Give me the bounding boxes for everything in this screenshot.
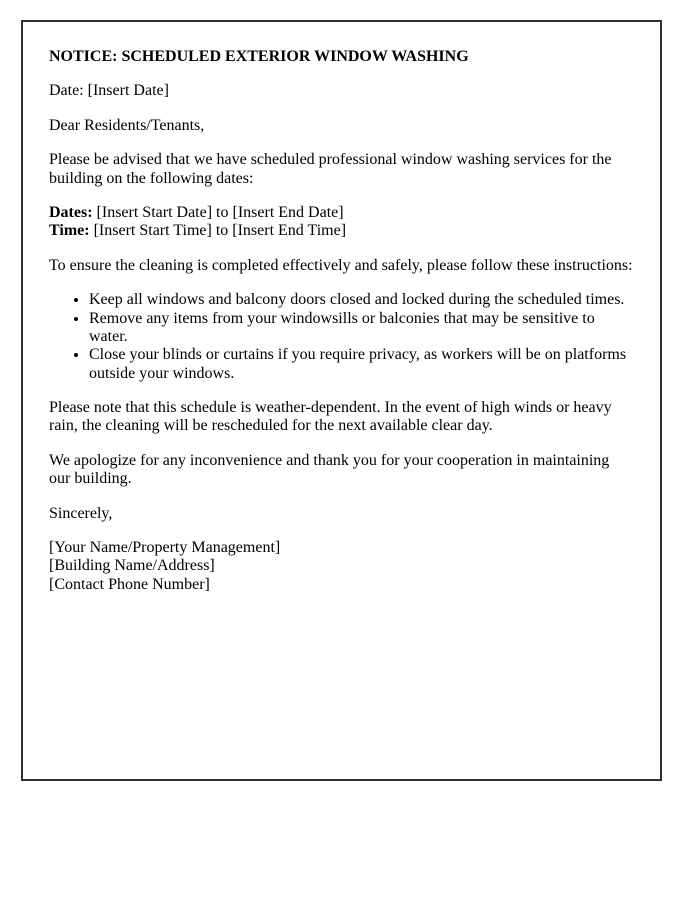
notice-title: NOTICE: SCHEDULED EXTERIOR WINDOW WASHING [49,48,469,65]
time-value: [Insert Start Time] to [Insert End Time] [89,222,347,240]
salutation: Dear Residents/Tenants, [49,116,205,134]
dates-label: Dates: [49,203,93,221]
signature-name: [Your Name/Property Management] [49,539,281,557]
time-label: Time: [49,222,90,240]
notice-letter [21,20,662,781]
instructions-list [49,291,634,383]
signature-phone: [Contact Phone Number] [49,575,210,593]
instructions-intro: To ensure the cleaning is completed effectively and safely, please follow these instructions: [49,256,633,274]
apology-paragraph: We apologize for any inconvenience and thank you for your cooperation in maintaining our building. [49,451,610,488]
list-item: • Close your blinds or curtains if you require privacy, as workers will be on platforms outside your windows. [89,346,634,383]
schedule-lines [49,204,634,241]
weather-note: Please note that this schedule is weather-dependent. In the event of high winds or heavy rain, the cleaning will be rescheduled for the next available clear day. [49,399,612,435]
signature-building: [Building Name/Address] [49,557,215,575]
date-line: Date: [Insert Date] [49,82,169,100]
signature-block [49,539,634,594]
closing: Sincerely, [49,504,113,522]
list-item: • Remove any items from your windowsills or balconies that may be sensitive to water. [89,310,634,347]
intro-paragraph: Please be advised that we have scheduled professional window washing services for the building on the following dates: [49,151,612,187]
list-item: • Keep all windows and balcony doors closed and locked during the scheduled times. [89,291,634,309]
dates-value: [Insert Start Date] to [Insert End Date] [92,203,344,221]
